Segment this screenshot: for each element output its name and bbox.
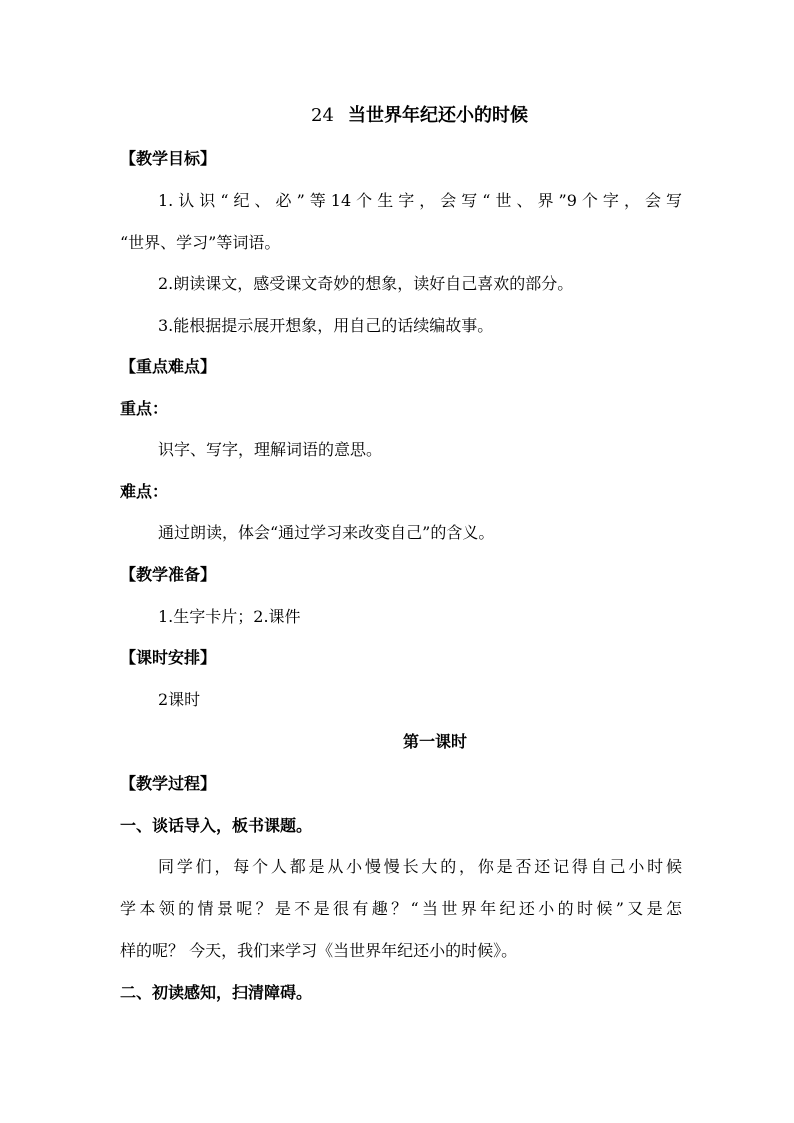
lesson-session-title: 第一课时 [402,732,467,751]
step-1-paragraph-line-1: 同学们，每个人都是从小慢慢长大的，你是否还记得自己小时候 [158,857,682,876]
step-2-heading: 二、初读感知，扫清障碍。 [120,983,313,1002]
lesson-title-text: 当世界年纪还小的时候 [347,105,528,126]
schedule-text: 2课时 [158,690,201,709]
key-text: 识字、写字，理解词语的意思。 [158,440,383,459]
step-1-paragraph-line-2: 学本领的情景呢？是不是很有趣？“当世界年纪还小的时候”又是怎 [120,899,682,918]
step-1-paragraph-line-3: 样的呢？ 今天，我们来学习《当世界年纪还小的时候》。 [120,941,518,960]
step-1-heading: 一、谈话导入，板书课题。 [120,816,313,835]
difficulty-label: 难点： [120,482,169,501]
schedule-heading: 【课时安排】 [120,648,217,667]
preparation-text: 1.生字卡片；2.课件 [158,607,301,626]
keypoints-heading: 【重点难点】 [120,357,217,376]
objective-1-line-1: 1.认识“纪、必”等14个生字，会写“世、界”9个字，会写 [158,191,682,210]
process-heading: 【教学过程】 [120,774,217,793]
objective-1-line-2: “世界、学习”等词语。 [120,233,281,252]
objective-3: 3.能根据提示展开想象，用自己的话续编故事。 [158,316,494,335]
objective-2: 2.朗读课文，感受课文奇妙的想象，读好自己喜欢的部分。 [158,274,574,293]
key-label: 重点： [120,399,169,418]
objectives-heading: 【教学目标】 [120,149,217,168]
preparation-heading: 【教学准备】 [120,565,217,584]
page-title [0,105,794,127]
difficulty-text: 通过朗读，体会“通过学习来改变自己”的含义。 [158,523,495,542]
lesson-number: 24 [311,105,334,126]
